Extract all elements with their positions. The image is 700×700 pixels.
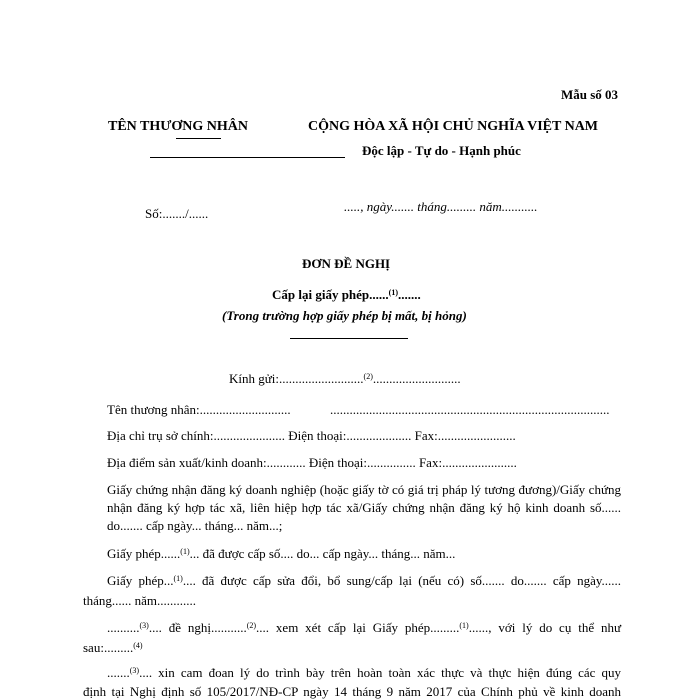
document-title: ĐƠN ĐỀ NGHỊ [302, 256, 391, 271]
org-underline-short [176, 138, 221, 139]
document-subtitle [272, 287, 421, 303]
merchant-name-fill: ...................................................................................... [330, 402, 610, 417]
p2-prefix: Giấy phép...... [107, 546, 181, 561]
footnote-ref-4: (4) [133, 641, 143, 650]
license-amended-paragraph [107, 573, 621, 589]
p4-b: .... đề nghị........... [148, 620, 247, 635]
motto: Độc lập - Tự do - Hạnh phúc [362, 143, 521, 158]
subtitle-text: Cấp lại giấy phép...... [272, 287, 389, 302]
p4-a: .......... [107, 620, 140, 635]
hq-address-field: Địa chỉ trụ sở chính:...................... Điện thoại:.................... Fax:........................ [107, 428, 516, 443]
recipient-suffix: ........................... [372, 371, 461, 386]
p5-a: ....... [107, 665, 130, 680]
request-paragraph [107, 620, 621, 636]
p5-line1: .... xin cam đoan lý do trình bày trên hoàn toàn xác thực và thực hiện đúng các quy [139, 665, 621, 680]
subtitle-dots: ....... [398, 287, 421, 302]
footnote-ref-2: (2) [363, 372, 373, 381]
recipient-prefix: Kính gửi:.......................... [229, 371, 364, 386]
recipient-line [229, 371, 461, 387]
footnote-ref-1c: (1) [173, 574, 183, 583]
document-number: Số:......./...... [145, 206, 209, 221]
paragraph-1-text: Giấy chứng nhận đăng ký doanh nghiệp (hoặc giấy tờ có giá trị pháp lý tương đương)/Giấy chứng nhận đăng ký hợp tác xã, liên hiệp hợp tác xã/Giấy chứng nhận đăng ký hộ kinh doanh số...... do....... cấp ngày... tháng... năm...; [107, 482, 621, 533]
footnote-ref-1b: (1) [180, 547, 190, 556]
p5-line2: định tại Nghị định số 105/2017/NĐ-CP ngày 14 tháng 9 năm 2017 của Chính phủ về kinh doanh [83, 684, 621, 699]
footnote-ref-3b: (3) [129, 666, 140, 675]
footnote-ref-1d: (1) [459, 621, 469, 630]
p5-line2-wrap [83, 684, 621, 700]
production-site-field: Địa điểm sản xuất/kinh doanh:............ Điện thoại:............... Fax:....................... [107, 455, 517, 470]
p4-line2 [83, 640, 143, 656]
title-underline [290, 338, 408, 339]
merchant-org-label: TÊN THƯƠNG NHÂN [108, 119, 249, 134]
p2-suffix: ... đã được cấp số.... do... cấp ngày... tháng... năm... [189, 546, 456, 561]
merchant-name-field: Tên thương nhân:............................ [107, 402, 291, 417]
p3-prefix: Giấy phép... [107, 573, 174, 588]
p4-line2-prefix: sau:......... [83, 640, 134, 655]
footnote-ref-1: (1) [388, 288, 398, 297]
date-line: ....., ngày....... tháng......... năm........... [344, 199, 538, 214]
license-issued-paragraph [107, 546, 455, 562]
p3-line1: .... đã được cấp sửa đổi, bổ sung/cấp lại (nếu có) số....... do....... cấp ngày...... [182, 573, 621, 588]
p4-c: .... xem xét cấp lại Giấy phép......... [256, 620, 460, 635]
p3-line2: tháng...... năm............ [83, 593, 197, 608]
business-registration-paragraph [107, 481, 621, 535]
footnote-ref-3: (3) [139, 621, 149, 630]
org-blank-line [150, 157, 345, 158]
form-number: Mẫu số 03 [560, 87, 618, 102]
subtitle-note: (Trong trường hợp giấy phép bị mất, bị hỏng) [222, 308, 467, 323]
footnote-ref-2b: (2) [246, 621, 257, 630]
p4-d: ......, với lý do cụ thể như [468, 620, 622, 635]
nation-title: CỘNG HÒA XÃ HỘI CHỦ NGHĨA VIỆT NAM [308, 119, 599, 134]
commitment-paragraph [107, 665, 621, 681]
